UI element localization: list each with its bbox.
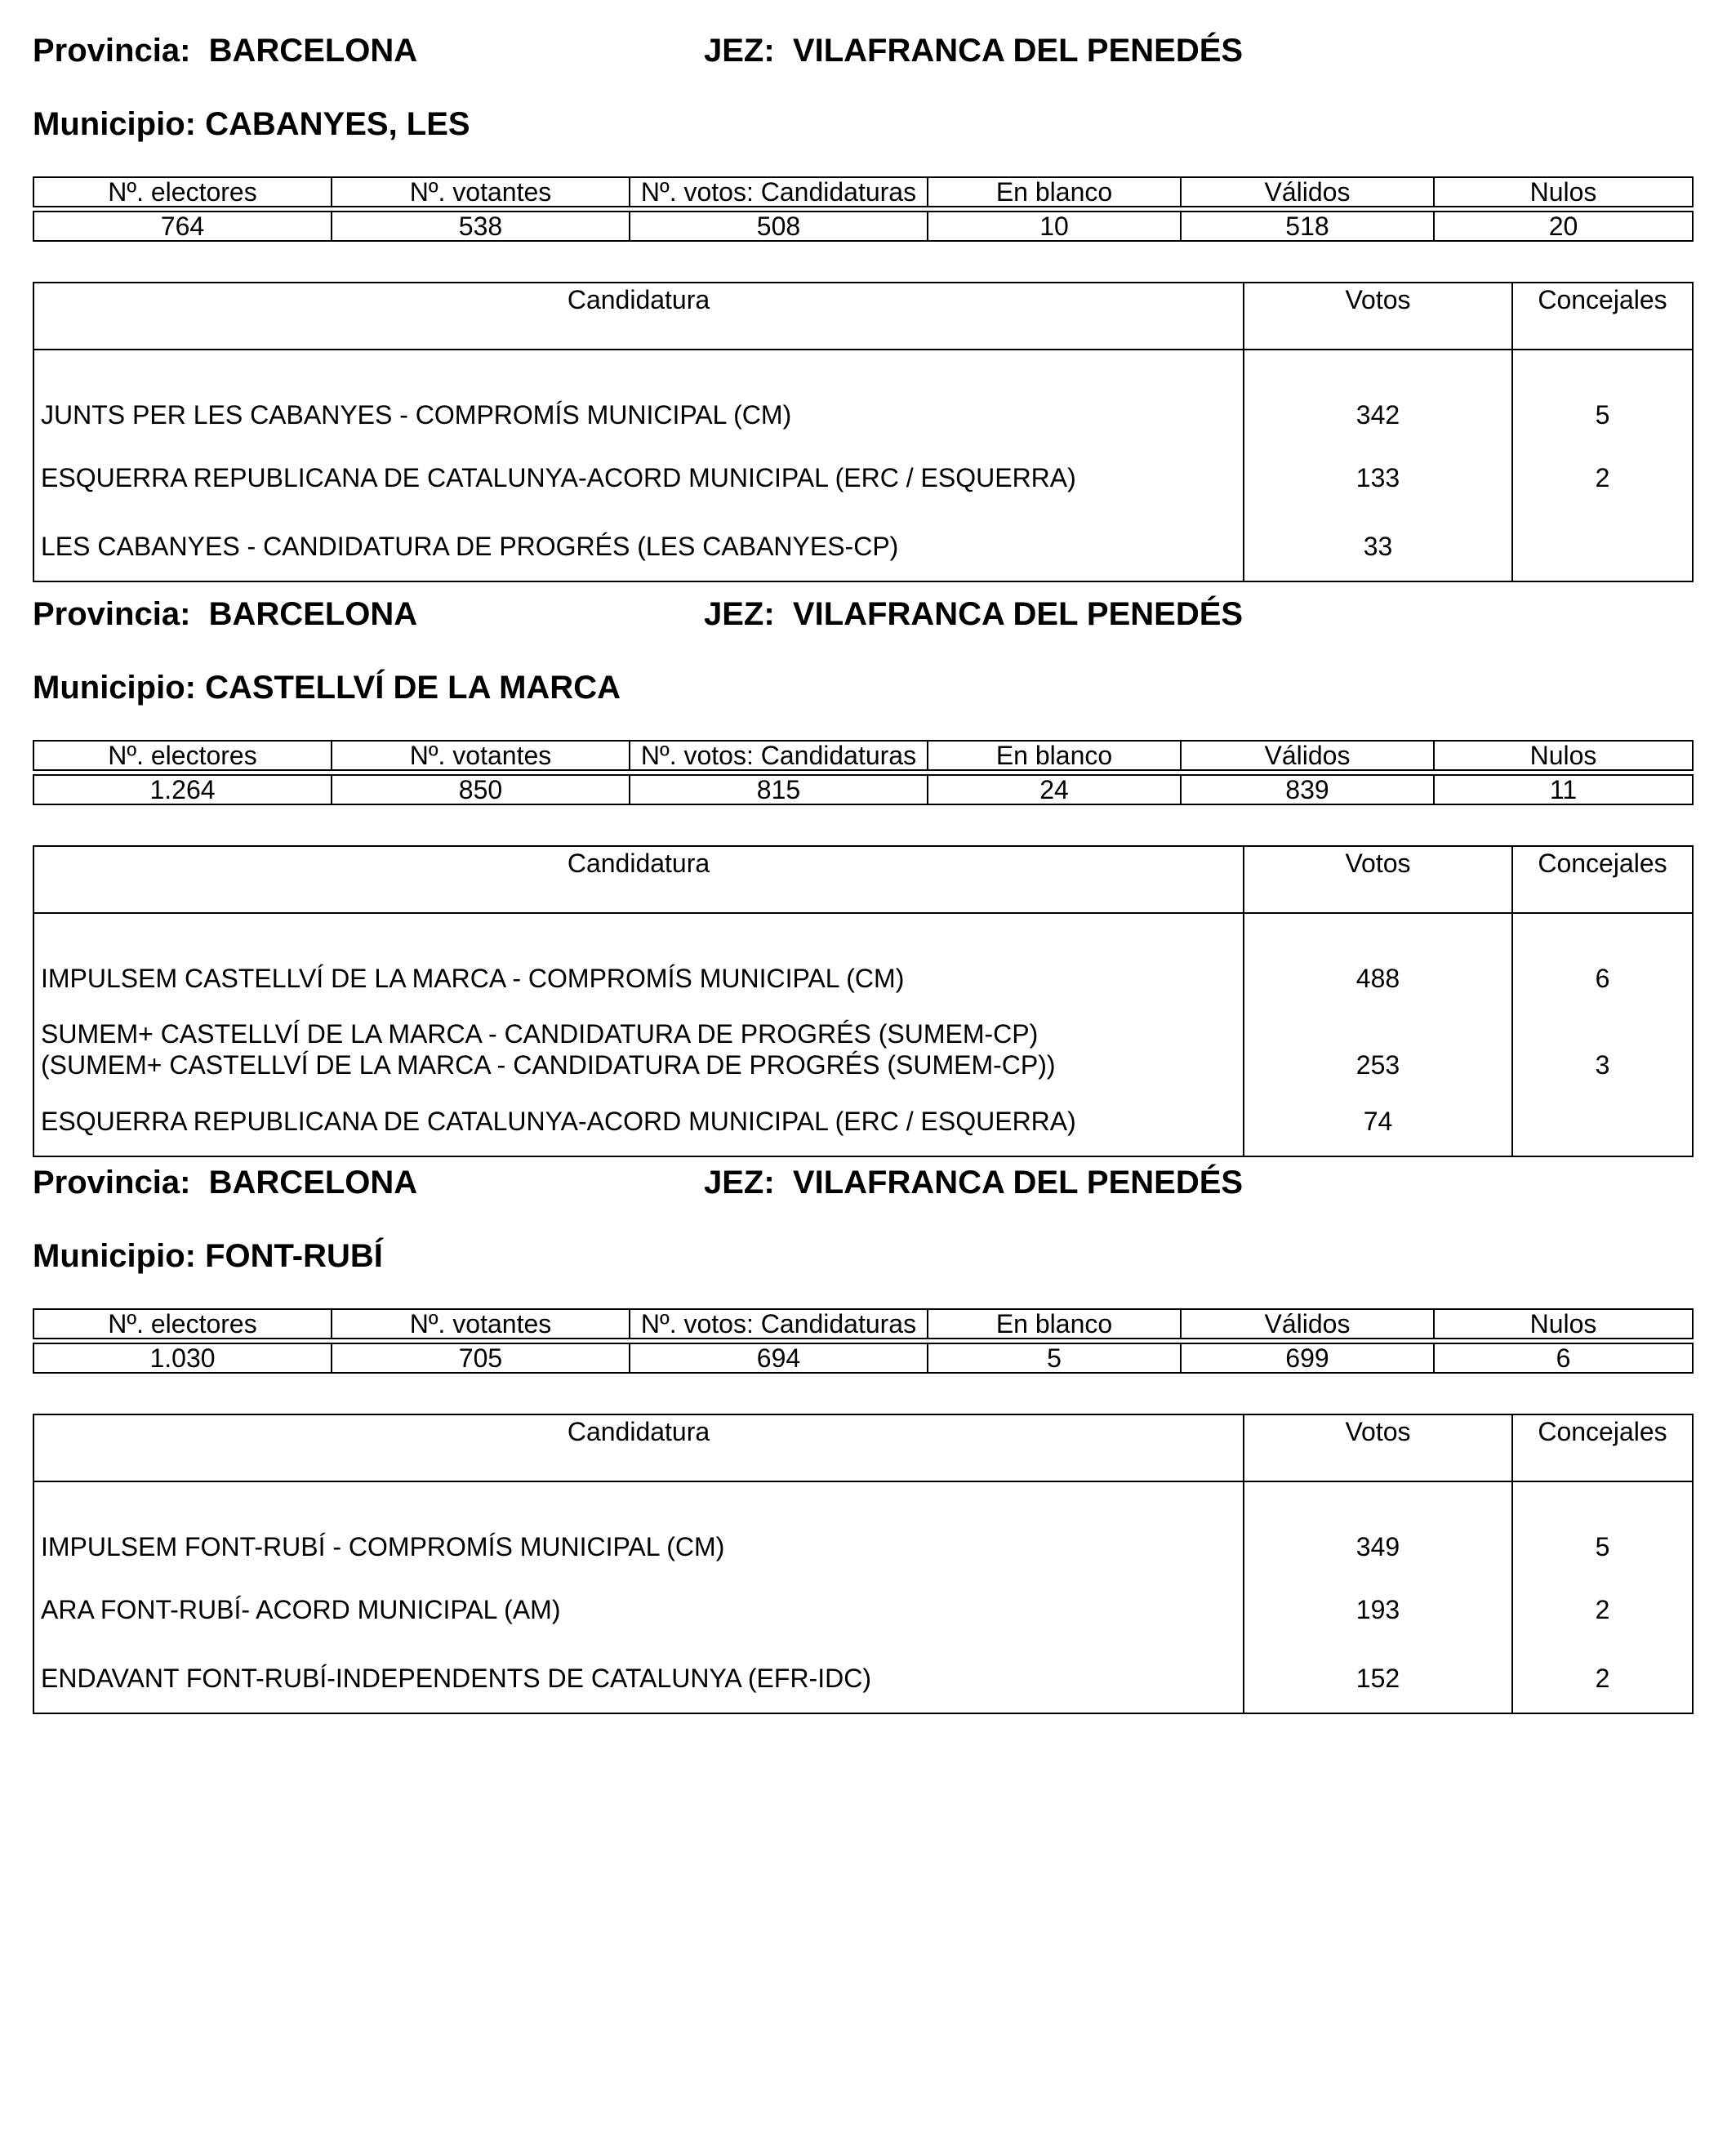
header-candidatura: Candidatura	[33, 846, 1244, 913]
jez-value: VILAFRANCA DEL PENEDÉS	[792, 1165, 1244, 1200]
stats-value-votantes: 705	[332, 1343, 630, 1373]
stats-header-validos: Válidos	[1181, 177, 1434, 207]
jez-value: VILAFRANCA DEL PENEDÉS	[792, 596, 1244, 632]
candidatura-name: IMPULSEM FONT-RUBÍ - COMPROMÍS MUNICIPAL (CM)	[41, 1532, 725, 1561]
table-row	[33, 350, 1693, 443]
municipio-heading	[33, 106, 470, 142]
stats-header-votos-candidaturas: Nº. votos: Candidaturas	[630, 177, 928, 207]
candidatura-name: ESQUERRA REPUBLICANA DE CATALUNYA-ACORD MUNICIPAL (ERC / ESQUERRA)	[41, 1107, 1076, 1136]
candidatura-name: ARA FONT-RUBÍ- ACORD MUNICIPAL (AM)	[41, 1595, 561, 1624]
stats-value-votantes: 850	[332, 775, 630, 804]
stats-value-row	[33, 775, 1693, 804]
stats-value-en-blanco: 5	[928, 1343, 1181, 1373]
municipio-value: FONT-RUBÍ	[205, 1238, 383, 1274]
stats-header-row	[33, 1309, 1693, 1339]
municipio-value: CABANYES, LES	[205, 106, 470, 142]
municipio-heading	[33, 670, 621, 706]
jez-label: JEZ:	[704, 596, 775, 632]
table-row	[33, 1575, 1693, 1644]
candidatura-name: IMPULSEM CASTELLVÍ DE LA MARCA - COMPROMÍS MUNICIPAL (CM)	[41, 964, 905, 993]
header-concejales: Concejales	[1512, 1414, 1693, 1481]
candidatura-concejales: 5	[1512, 1481, 1693, 1575]
candidatura-name: ESQUERRA REPUBLICANA DE CATALUNYA-ACORD MUNICIPAL (ERC / ESQUERRA)	[41, 463, 1076, 492]
stats-header-electores: Nº. electores	[33, 177, 332, 207]
jez-label: JEZ:	[704, 33, 775, 69]
municipio-label: Municipio:	[33, 670, 196, 706]
stats-value-row	[33, 212, 1693, 241]
candidatura-concejales: 2	[1512, 1575, 1693, 1644]
municipio-label: Municipio:	[33, 106, 196, 142]
provincia-label: Provincia:	[33, 33, 191, 69]
candidaturas-header-row	[33, 1414, 1693, 1481]
municipio-block-castellvi	[0, 564, 1736, 1135]
stats-value-nulos: 20	[1434, 212, 1693, 241]
header-candidatura: Candidatura	[33, 283, 1244, 350]
table-row	[33, 913, 1693, 1007]
stats-header-en-blanco: En blanco	[928, 741, 1181, 770]
municipio-block-font-rubi	[0, 1132, 1736, 1704]
stats-header-electores: Nº. electores	[33, 1309, 332, 1339]
candidatura-votos: 133	[1244, 443, 1512, 512]
jez-heading	[704, 33, 1243, 69]
candidaturas-table	[33, 1414, 1694, 1714]
municipio-value: CASTELLVÍ DE LA MARCA	[205, 670, 621, 706]
header-votos: Votos	[1244, 1414, 1512, 1481]
stats-header-nulos: Nulos	[1434, 1309, 1693, 1339]
candidatura-votos: 342	[1244, 350, 1512, 443]
stats-header-votantes: Nº. votantes	[332, 741, 630, 770]
jez-label: JEZ:	[704, 1165, 775, 1200]
candidatura-concejales: 6	[1512, 913, 1693, 1007]
stats-header-votantes: Nº. votantes	[332, 1309, 630, 1339]
candidatura-concejales: 2	[1512, 443, 1693, 512]
stats-header-votos-candidaturas: Nº. votos: Candidaturas	[630, 1309, 928, 1339]
stats-header-en-blanco: En blanco	[928, 177, 1181, 207]
candidatura-votos: 349	[1244, 1481, 1512, 1575]
stats-header-row	[33, 177, 1693, 207]
candidaturas-header-row	[33, 283, 1693, 350]
provincia-value: BARCELONA	[208, 596, 418, 632]
stats-header-nulos: Nulos	[1434, 177, 1693, 207]
header-votos: Votos	[1244, 846, 1512, 913]
jez-heading	[704, 1165, 1243, 1200]
provincia-heading	[33, 596, 417, 632]
provincia-value: BARCELONA	[208, 1165, 418, 1200]
candidatura-votos: 74	[1244, 1087, 1512, 1156]
header-concejales: Concejales	[1512, 283, 1693, 350]
provincia-label: Provincia:	[33, 596, 191, 632]
stats-value-votos-candidaturas: 508	[630, 212, 928, 241]
stats-header-nulos: Nulos	[1434, 741, 1693, 770]
candidatura-votos: 253	[1244, 1007, 1512, 1087]
candidatura-votos: 152	[1244, 1644, 1512, 1713]
candidatura-name: ENDAVANT FONT-RUBÍ-INDEPENDENTS DE CATALUNYA (EFR-IDC)	[41, 1664, 871, 1693]
candidatura-concejales: 2	[1512, 1644, 1693, 1713]
stats-value-votos-candidaturas: 694	[630, 1343, 928, 1373]
table-row	[33, 1644, 1693, 1713]
stats-table	[33, 740, 1694, 805]
stats-value-en-blanco: 24	[928, 775, 1181, 804]
stats-header-en-blanco: En blanco	[928, 1309, 1181, 1339]
provincia-value: BARCELONA	[208, 33, 418, 69]
provincia-heading	[33, 33, 417, 69]
municipio-label: Municipio:	[33, 1238, 196, 1274]
municipio-block-cabanyes	[0, 0, 1736, 572]
stats-value-electores: 1.030	[33, 1343, 332, 1373]
stats-value-electores: 764	[33, 212, 332, 241]
stats-header-votantes: Nº. votantes	[332, 177, 630, 207]
stats-value-nulos: 11	[1434, 775, 1693, 804]
stats-value-row	[33, 1343, 1693, 1373]
jez-value: VILAFRANCA DEL PENEDÉS	[792, 33, 1244, 69]
candidaturas-table	[33, 282, 1694, 582]
candidatura-concejales: 3	[1512, 1007, 1693, 1087]
table-row	[33, 1481, 1693, 1575]
header-concejales: Concejales	[1512, 846, 1693, 913]
candidatura-name: SUMEM+ CASTELLVÍ DE LA MARCA - CANDIDATURA DE PROGRÉS (SUMEM-CP) (SUMEM+ CASTELLVÍ DE LA MARCA - CANDIDATURA DE PROGRÉS (SUMEM-CP))	[41, 1019, 1056, 1080]
stats-value-votantes: 538	[332, 212, 630, 241]
header-votos: Votos	[1244, 283, 1512, 350]
stats-header-electores: Nº. electores	[33, 741, 332, 770]
stats-header-validos: Válidos	[1181, 1309, 1434, 1339]
stats-header-votos-candidaturas: Nº. votos: Candidaturas	[630, 741, 928, 770]
stats-value-electores: 1.264	[33, 775, 332, 804]
stats-value-en-blanco: 10	[928, 212, 1181, 241]
candidaturas-header-row	[33, 846, 1693, 913]
candidatura-votos: 488	[1244, 913, 1512, 1007]
table-row	[33, 443, 1693, 512]
provincia-label: Provincia:	[33, 1165, 191, 1200]
stats-value-validos: 839	[1181, 775, 1434, 804]
provincia-heading	[33, 1165, 417, 1200]
stats-value-validos: 518	[1181, 212, 1434, 241]
municipio-heading	[33, 1238, 383, 1274]
stats-table	[33, 1308, 1694, 1374]
stats-header-row	[33, 741, 1693, 770]
stats-table	[33, 176, 1694, 242]
table-row	[33, 1007, 1693, 1087]
candidaturas-table	[33, 845, 1694, 1157]
stats-value-votos-candidaturas: 815	[630, 775, 928, 804]
candidatura-concejales: 5	[1512, 350, 1693, 443]
candidatura-name: LES CABANYES - CANDIDATURA DE PROGRÉS (LES CABANYES-CP)	[41, 532, 899, 561]
stats-value-nulos: 6	[1434, 1343, 1693, 1373]
stats-value-validos: 699	[1181, 1343, 1434, 1373]
stats-header-validos: Válidos	[1181, 741, 1434, 770]
candidatura-votos: 33	[1244, 512, 1512, 581]
candidatura-votos: 193	[1244, 1575, 1512, 1644]
candidatura-name: JUNTS PER LES CABANYES - COMPROMÍS MUNICIPAL (CM)	[41, 400, 792, 430]
header-candidatura: Candidatura	[33, 1414, 1244, 1481]
jez-heading	[704, 596, 1243, 632]
